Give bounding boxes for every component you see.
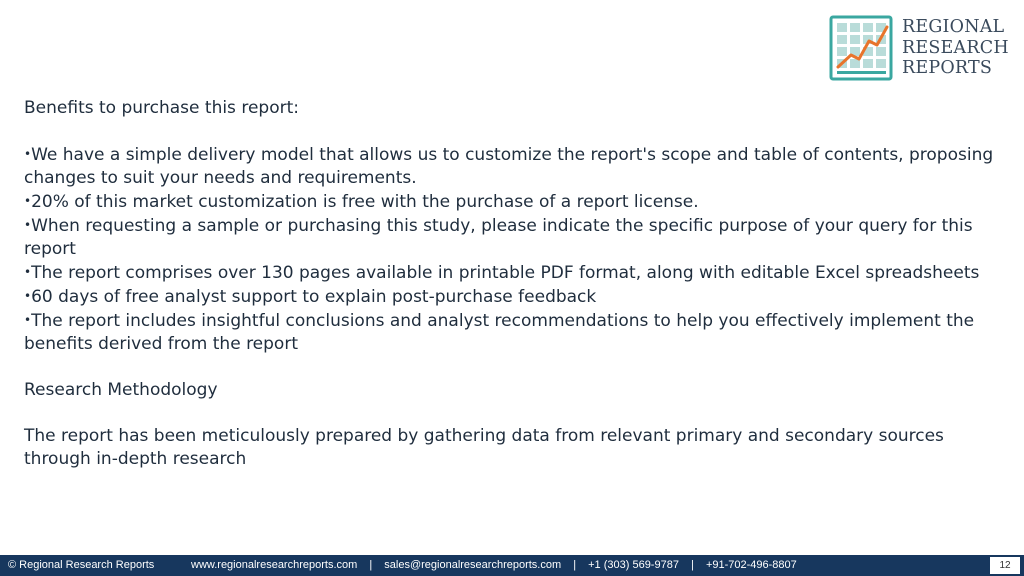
bullet-icon: • (24, 313, 32, 327)
footer-separator: | (573, 559, 577, 571)
methodology-body: The report has been meticulously prepared by gathering data from relevant primary and secondary sources through in-depth research (24, 426, 944, 469)
logo-line-3: REPORTS (902, 58, 993, 79)
spacer (24, 120, 1004, 143)
benefit-item (24, 285, 1004, 309)
benefit-text: We have a simple delivery model that allows us to customize the report's scope and table of contents, proposing changes to suit your needs and requirements. (24, 145, 994, 188)
spacer (24, 356, 1004, 379)
bullet-icon: • (24, 194, 32, 208)
page-number: 12 (990, 557, 1020, 574)
brand-logo (829, 13, 1014, 83)
footer-contacts (191, 555, 797, 576)
footer-bar (0, 555, 1024, 576)
benefit-item (24, 143, 1004, 190)
benefit-text: The report comprises over 130 pages available in printable PDF format, along with editable Excel spreadsheets (31, 263, 980, 283)
footer-phone-2: +91-702-496-8807 (705, 559, 797, 571)
bullet-icon: • (24, 265, 32, 279)
footer-email-link[interactable]: sales@regionalresearchreports.com (384, 559, 562, 571)
benefit-item (24, 261, 1004, 285)
benefit-text: When requesting a sample or purchasing this study, please indicate the specific purpose of your query for this report (24, 216, 973, 259)
footer-copyright: © Regional Research Reports (8, 559, 155, 571)
spacer (24, 402, 1004, 425)
methodology-heading: Research Methodology (24, 380, 218, 400)
footer-website-link[interactable]: www.regionalresearchreports.com (191, 559, 358, 571)
bullet-icon: • (24, 147, 32, 161)
logo-line-2: RESEARCH (902, 37, 1009, 58)
logo-line-1: REGIONAL (902, 17, 1005, 38)
benefit-item (24, 214, 1004, 261)
benefit-item (24, 309, 1004, 356)
bullet-icon: • (24, 218, 32, 232)
benefit-item (24, 190, 1004, 214)
footer-phone-1: +1 (303) 569-9787 (588, 559, 679, 571)
benefits-heading: Benefits to purchase this report: (24, 98, 299, 118)
bullet-icon: • (24, 289, 32, 303)
benefit-text: 60 days of free analyst support to explain post-purchase feedback (31, 287, 597, 307)
footer-separator: | (369, 559, 373, 571)
logo-wordmark (902, 17, 1009, 79)
chart-logo-icon (829, 15, 893, 81)
slide-content (24, 97, 1004, 471)
benefit-text: The report includes insightful conclusions and analyst recommendations to help you effectively implement the benefits derived from the report (24, 311, 975, 354)
footer-separator: | (691, 559, 694, 571)
benefit-text: 20% of this market customization is free with the purchase of a report license. (31, 192, 699, 212)
